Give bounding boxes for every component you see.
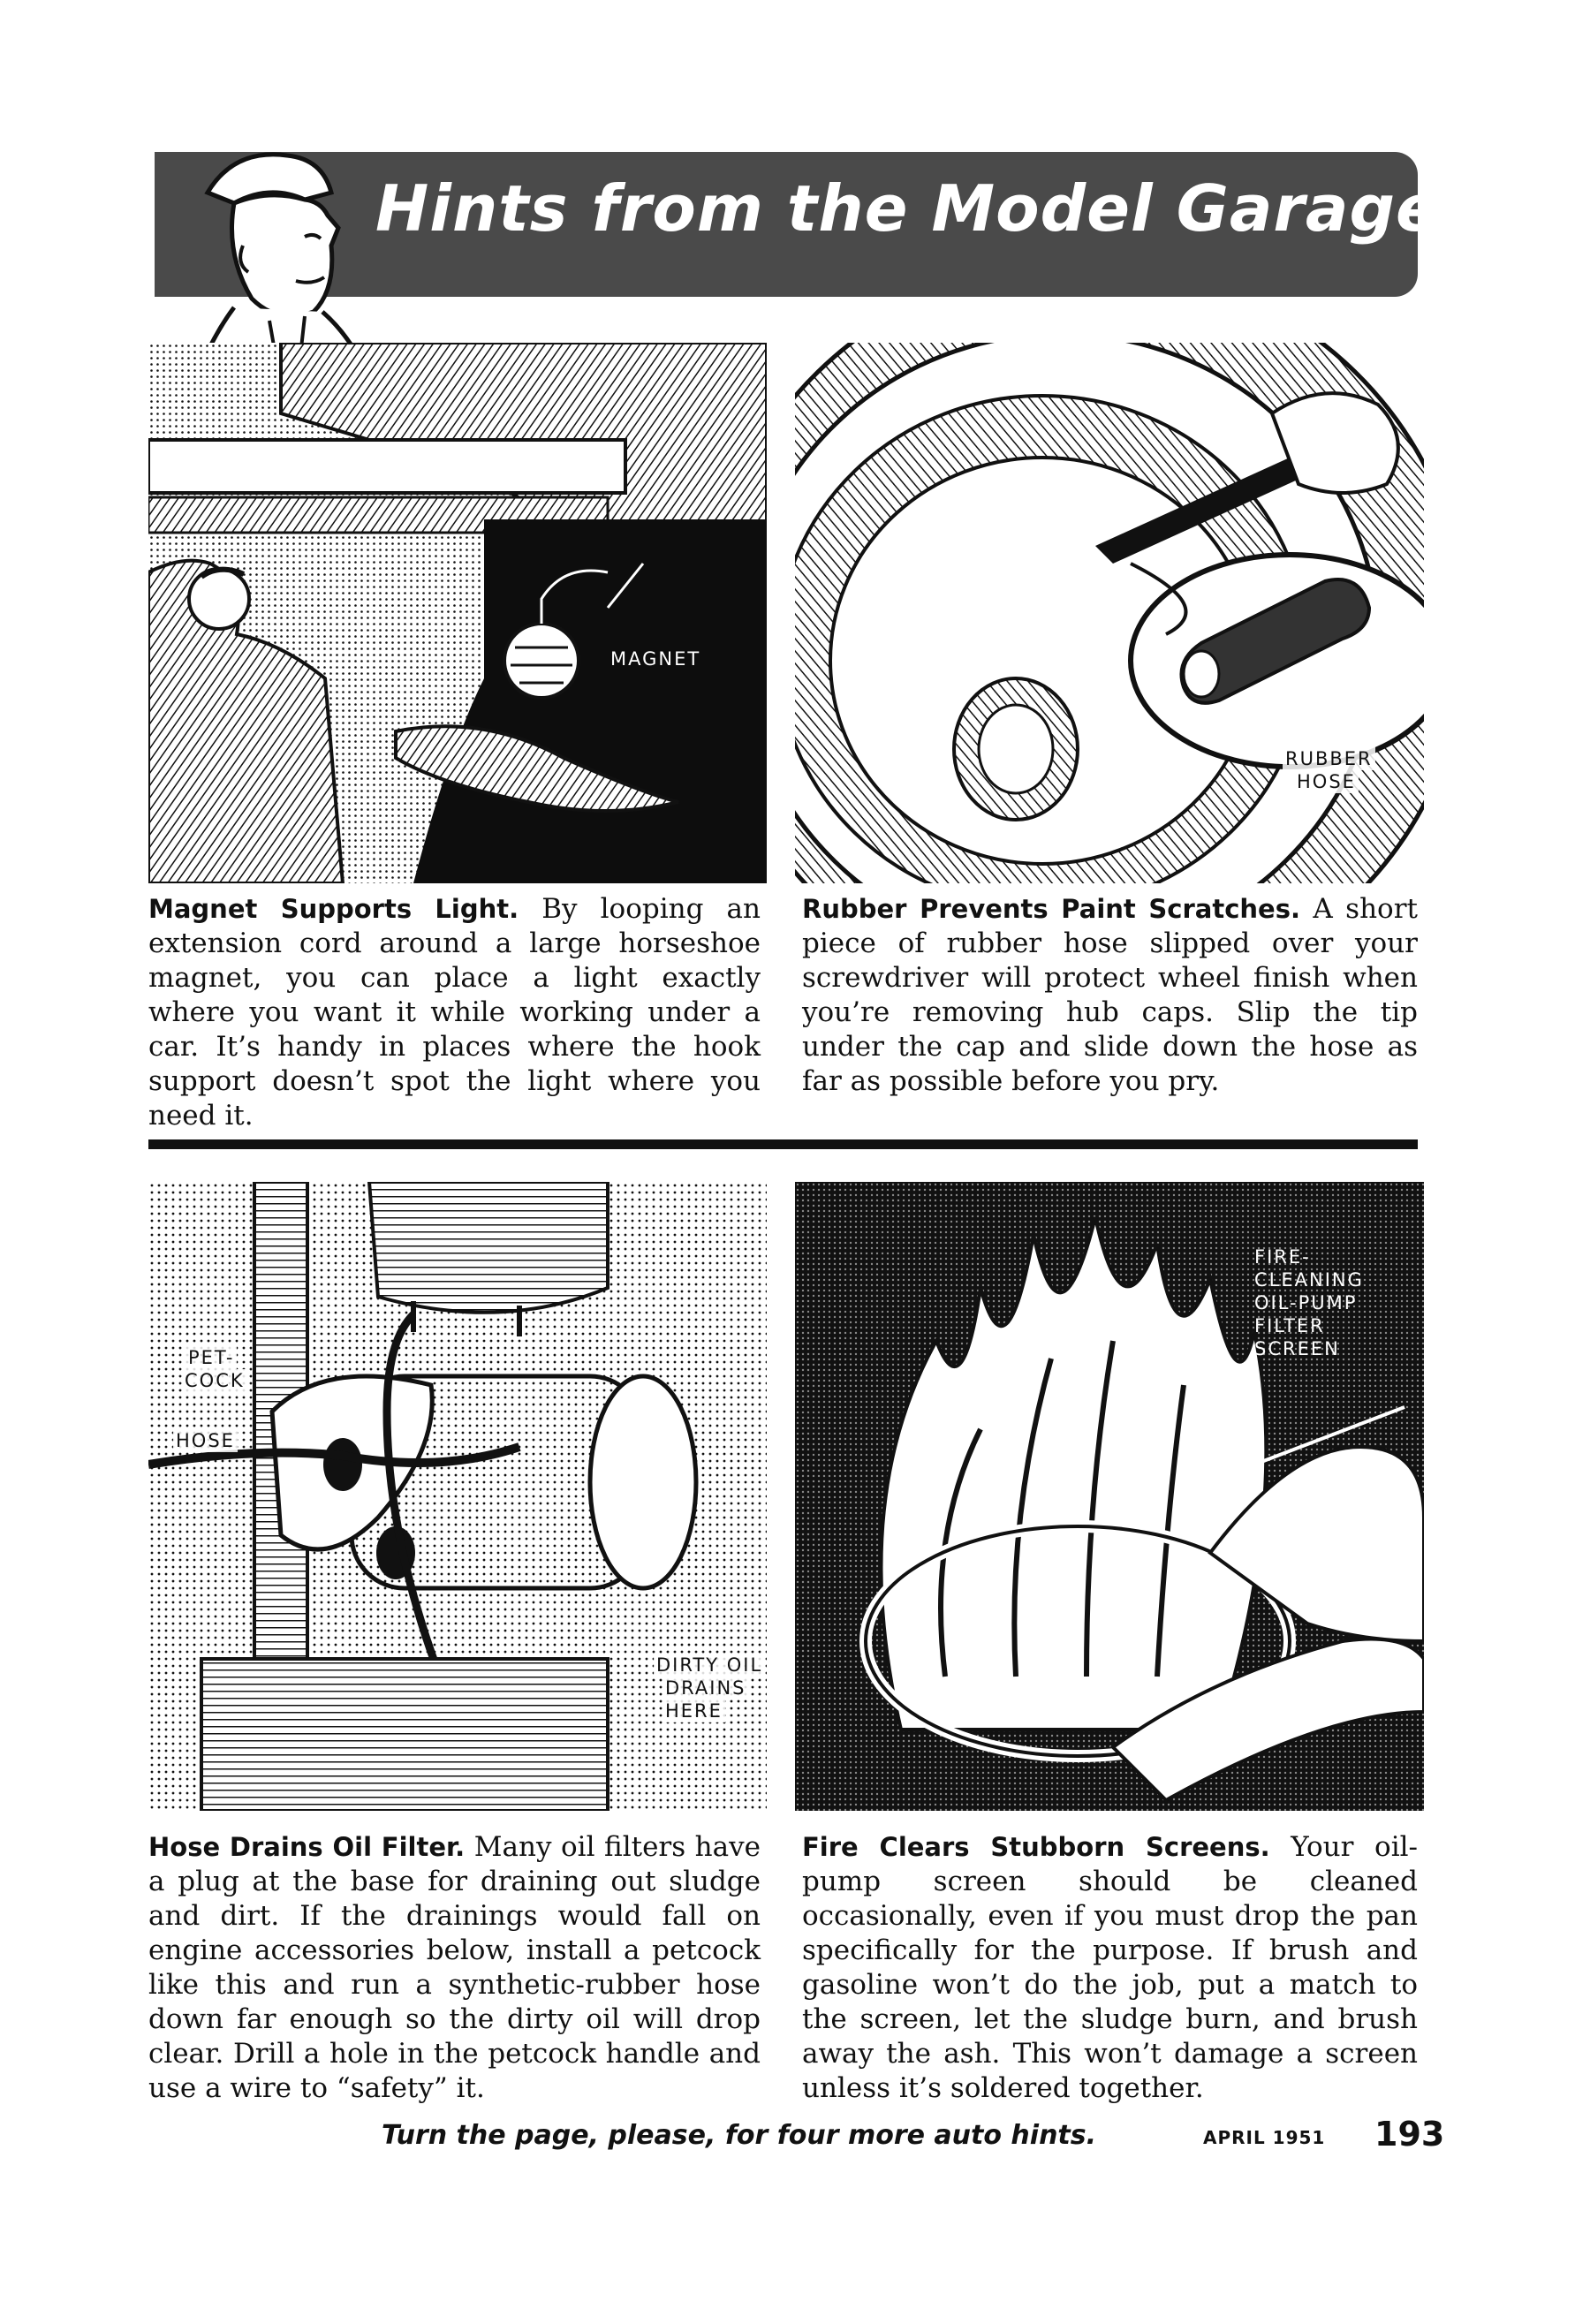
page-footer	[382, 2115, 1445, 2161]
label-here: HERE	[662, 1699, 725, 1722]
label-dirty-oil: DIRTY OIL	[654, 1654, 765, 1677]
hint-headline: Fire Clears Stubborn Screens.	[802, 1832, 1270, 1862]
label-cock: COCK	[182, 1369, 247, 1392]
illustration-fire-cleaning-screen	[795, 1182, 1424, 1811]
illustration-oil-filter-petcock	[148, 1182, 767, 1811]
label-pet: PET-	[186, 1346, 237, 1369]
hint-fire-clears-stubborn-screens	[802, 1830, 1418, 2106]
label-magnet: MAGNET	[610, 648, 701, 670]
page-number: 193	[1374, 2115, 1445, 2154]
label-drains: DRAINS	[662, 1677, 749, 1699]
hint-body: A short piece of rubber hose slipped over your screwdriver will protect wheel finish when you’re removing hub caps. Slip the tip under the cap and slide down the hose as far as possible before you pry.	[802, 893, 1418, 1097]
hint-hose-drains-oil-filter	[148, 1830, 761, 2106]
label-hose: HOSE	[173, 1429, 238, 1452]
continued-note: Turn the page, please, for four more auto hints.	[382, 2120, 1097, 2151]
page-title: Hints from the Model Garage	[375, 171, 1440, 246]
label-rubber: RUBBER	[1283, 747, 1375, 770]
illustration-magnet-light	[148, 343, 767, 883]
hint-headline: Rubber Prevents Paint Scratches.	[802, 894, 1301, 924]
hint-headline: Magnet Supports Light.	[148, 894, 519, 924]
label-oil-pump: OIL-PUMP	[1254, 1292, 1358, 1313]
hint-body: By looping an extension cord around a large horseshoe magnet, you can place a light exactly where you want it while working under a car. It’s handy in places where the hook support doesn’t spot the light where you need it.	[148, 893, 761, 1132]
label-screen: SCREEN	[1254, 1338, 1340, 1359]
label-fire: FIRE-	[1254, 1246, 1311, 1268]
label-cleaning: CLEANING	[1254, 1269, 1364, 1291]
issue-date: APRIL 1951	[1203, 2127, 1326, 2148]
label-hose: HOSE	[1294, 770, 1359, 793]
hint-headline: Hose Drains Oil Filter.	[148, 1832, 466, 1862]
hint-magnet-supports-light	[148, 892, 761, 1133]
hint-rubber-prevents-paint-scratches	[802, 892, 1418, 1099]
hint-body: Many oil filters have a plug at the base for draining out sludge and dirt. If the drainings would fall on engine accessories below, install a petcock like this and run a synthetic-rubber hose down far enough so the dirty oil will drop clear. Drill a hole in the petcock handle and use a wire to “safety” it.	[148, 1831, 761, 2104]
illustration-rubber-hose	[795, 343, 1424, 883]
section-divider	[148, 1139, 1418, 1149]
hint-body: Your oil-pump screen should be cleaned occasionally, even if you must drop the pan specifically for the purpose. If brush and gasoline won’t do the job, put a match to the screen, let the sludge burn, and brush away the ash. This won’t damage a screen unless it’s soldered together.	[802, 1831, 1418, 2104]
label-filter: FILTER	[1254, 1315, 1325, 1336]
